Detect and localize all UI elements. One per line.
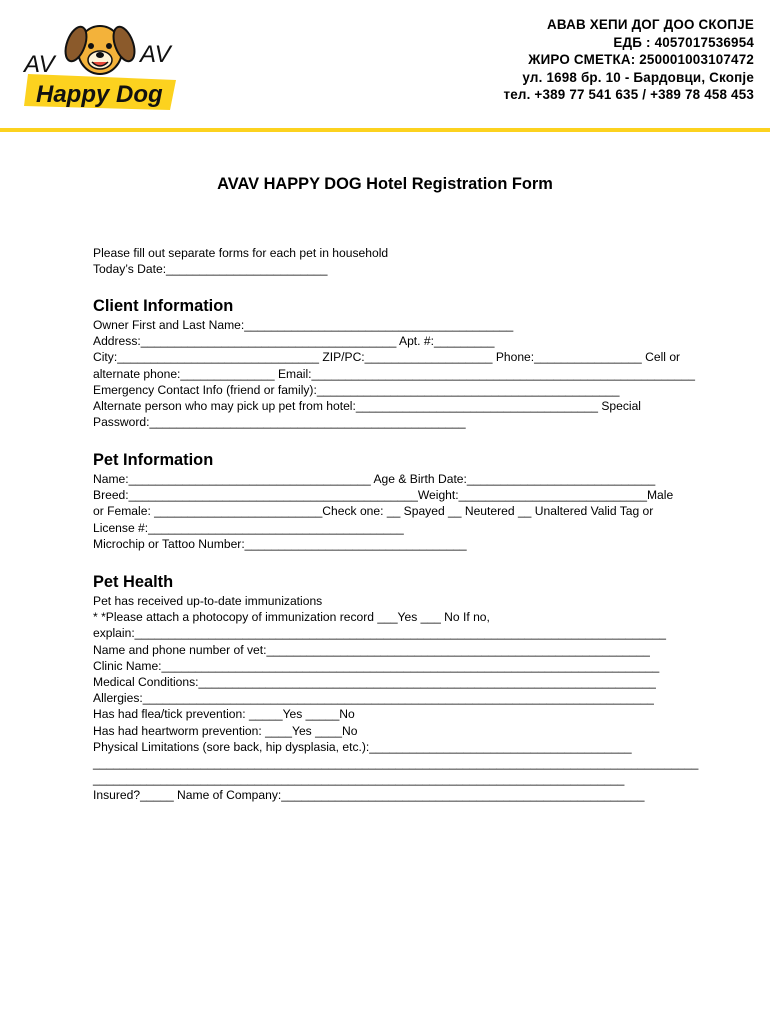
pet-name-age-field[interactable]: Name:____________________________________ Age & Birth Date:____________________________: [93, 472, 656, 486]
pet-information-section: [93, 450, 693, 552]
clinic-name-field[interactable]: Clinic Name:__________________________________________________________________________: [93, 658, 660, 673]
client-information-heading: Client Information: [93, 297, 234, 315]
vet-contact-field[interactable]: Name and phone number of vet:_________________________________________________________: [93, 642, 650, 657]
explain-field[interactable]: explain:_______________________________________________________________________________: [93, 626, 667, 641]
allergies-field[interactable]: Allergies:____________________________________________________________________________: [93, 691, 654, 706]
company-account: ЖИРО СМЕТКА: 250001003107472: [528, 52, 754, 68]
immunization-record-field[interactable]: * *Please attach a photocopy of immunization record ___Yes ___ No If no,: [93, 610, 490, 625]
client-information-section: [93, 296, 693, 430]
license-field[interactable]: License #:______________________________________: [93, 520, 404, 535]
company-details: [503, 16, 754, 104]
insurance-field[interactable]: Insured?_____ Name of Company:______________________________________________________: [93, 788, 645, 803]
intro-section: [93, 245, 693, 277]
company-phone: тел. +389 77 541 635 / +389 78 458 453: [503, 87, 754, 103]
pet-health-heading: Pet Health: [93, 573, 174, 591]
todays-date-field[interactable]: Today’s Date:________________________: [93, 262, 328, 277]
physical-limitations-field[interactable]: Physical Limitations (sore back, hip dysplasia, etc.):_______________________________________: [93, 739, 632, 754]
dog-nose: [96, 52, 104, 58]
microchip-field[interactable]: Microchip or Tattoo Number:_________________________________: [93, 536, 467, 551]
city-zip-phone-field[interactable]: City:______________________________ ZIP/PC:___________________ Phone:________________ Cell or: [93, 350, 681, 365]
physical-limitations-line-3[interactable]: _______________________________________________________________________________: [93, 772, 625, 787]
alternate-pickup-field[interactable]: Alternate person who may pick up pet from hotel:____________________________________ Special: [93, 399, 641, 414]
sex-neuter-field[interactable]: or Female: _________________________Check one: __ Spayed __ Neutered __ Unaltered Valid Tag or: [93, 504, 654, 519]
letterhead: [0, 0, 770, 130]
owner-name-field[interactable]: Owner First and Last Name:________________________________________: [93, 318, 514, 332]
intro-instructions: Please fill out separate forms for each pet in household: [93, 246, 389, 260]
form-title: AVAV HAPPY DOG Hotel Registration Form: [217, 175, 553, 193]
dog-eye-left: [88, 43, 94, 49]
pet-health-section: [93, 572, 699, 804]
special-password-field[interactable]: Password:_______________________________________________: [93, 415, 466, 430]
pet-information-heading: Pet Information: [93, 451, 214, 469]
company-name: АВАВ ХЕПИ ДОГ ДОО СКОПЈЕ: [547, 17, 754, 32]
header-divider: [0, 128, 770, 132]
logo-av-left: AV: [24, 51, 55, 78]
immunizations-note: Pet has received up-to-date immunizations: [93, 594, 323, 608]
heartworm-field[interactable]: Has had heartworm prevention: ____Yes ____No: [93, 723, 358, 738]
address-field[interactable]: Address:______________________________________ Apt. #:_________: [93, 334, 495, 349]
company-address: ул. 1698 бр. 10 - Бардовци, Скопје: [522, 69, 754, 85]
logo-brand-text: Happy Dog: [36, 81, 163, 108]
happy-dog-logo: [18, 14, 183, 114]
dog-eye-right: [106, 43, 112, 49]
emergency-contact-field[interactable]: Emergency Contact Info (friend or family):_____________________________________________: [93, 382, 620, 397]
logo-av-right: AV: [140, 41, 171, 68]
company-edb: ЕДБ : 4057017536954: [613, 34, 754, 50]
flea-tick-field[interactable]: Has had flea/tick prevention: _____Yes _____No: [93, 707, 355, 722]
physical-limitations-line-2[interactable]: __________________________________________________________________________________________: [93, 756, 699, 771]
breed-weight-field[interactable]: Breed:___________________________________________Weight:____________________________Male: [93, 488, 674, 503]
alternate-phone-email-field[interactable]: alternate phone:______________ Email:_________________________________________________________: [93, 366, 695, 381]
medical-conditions-field[interactable]: Medical Conditions:____________________________________________________________________: [93, 675, 656, 690]
